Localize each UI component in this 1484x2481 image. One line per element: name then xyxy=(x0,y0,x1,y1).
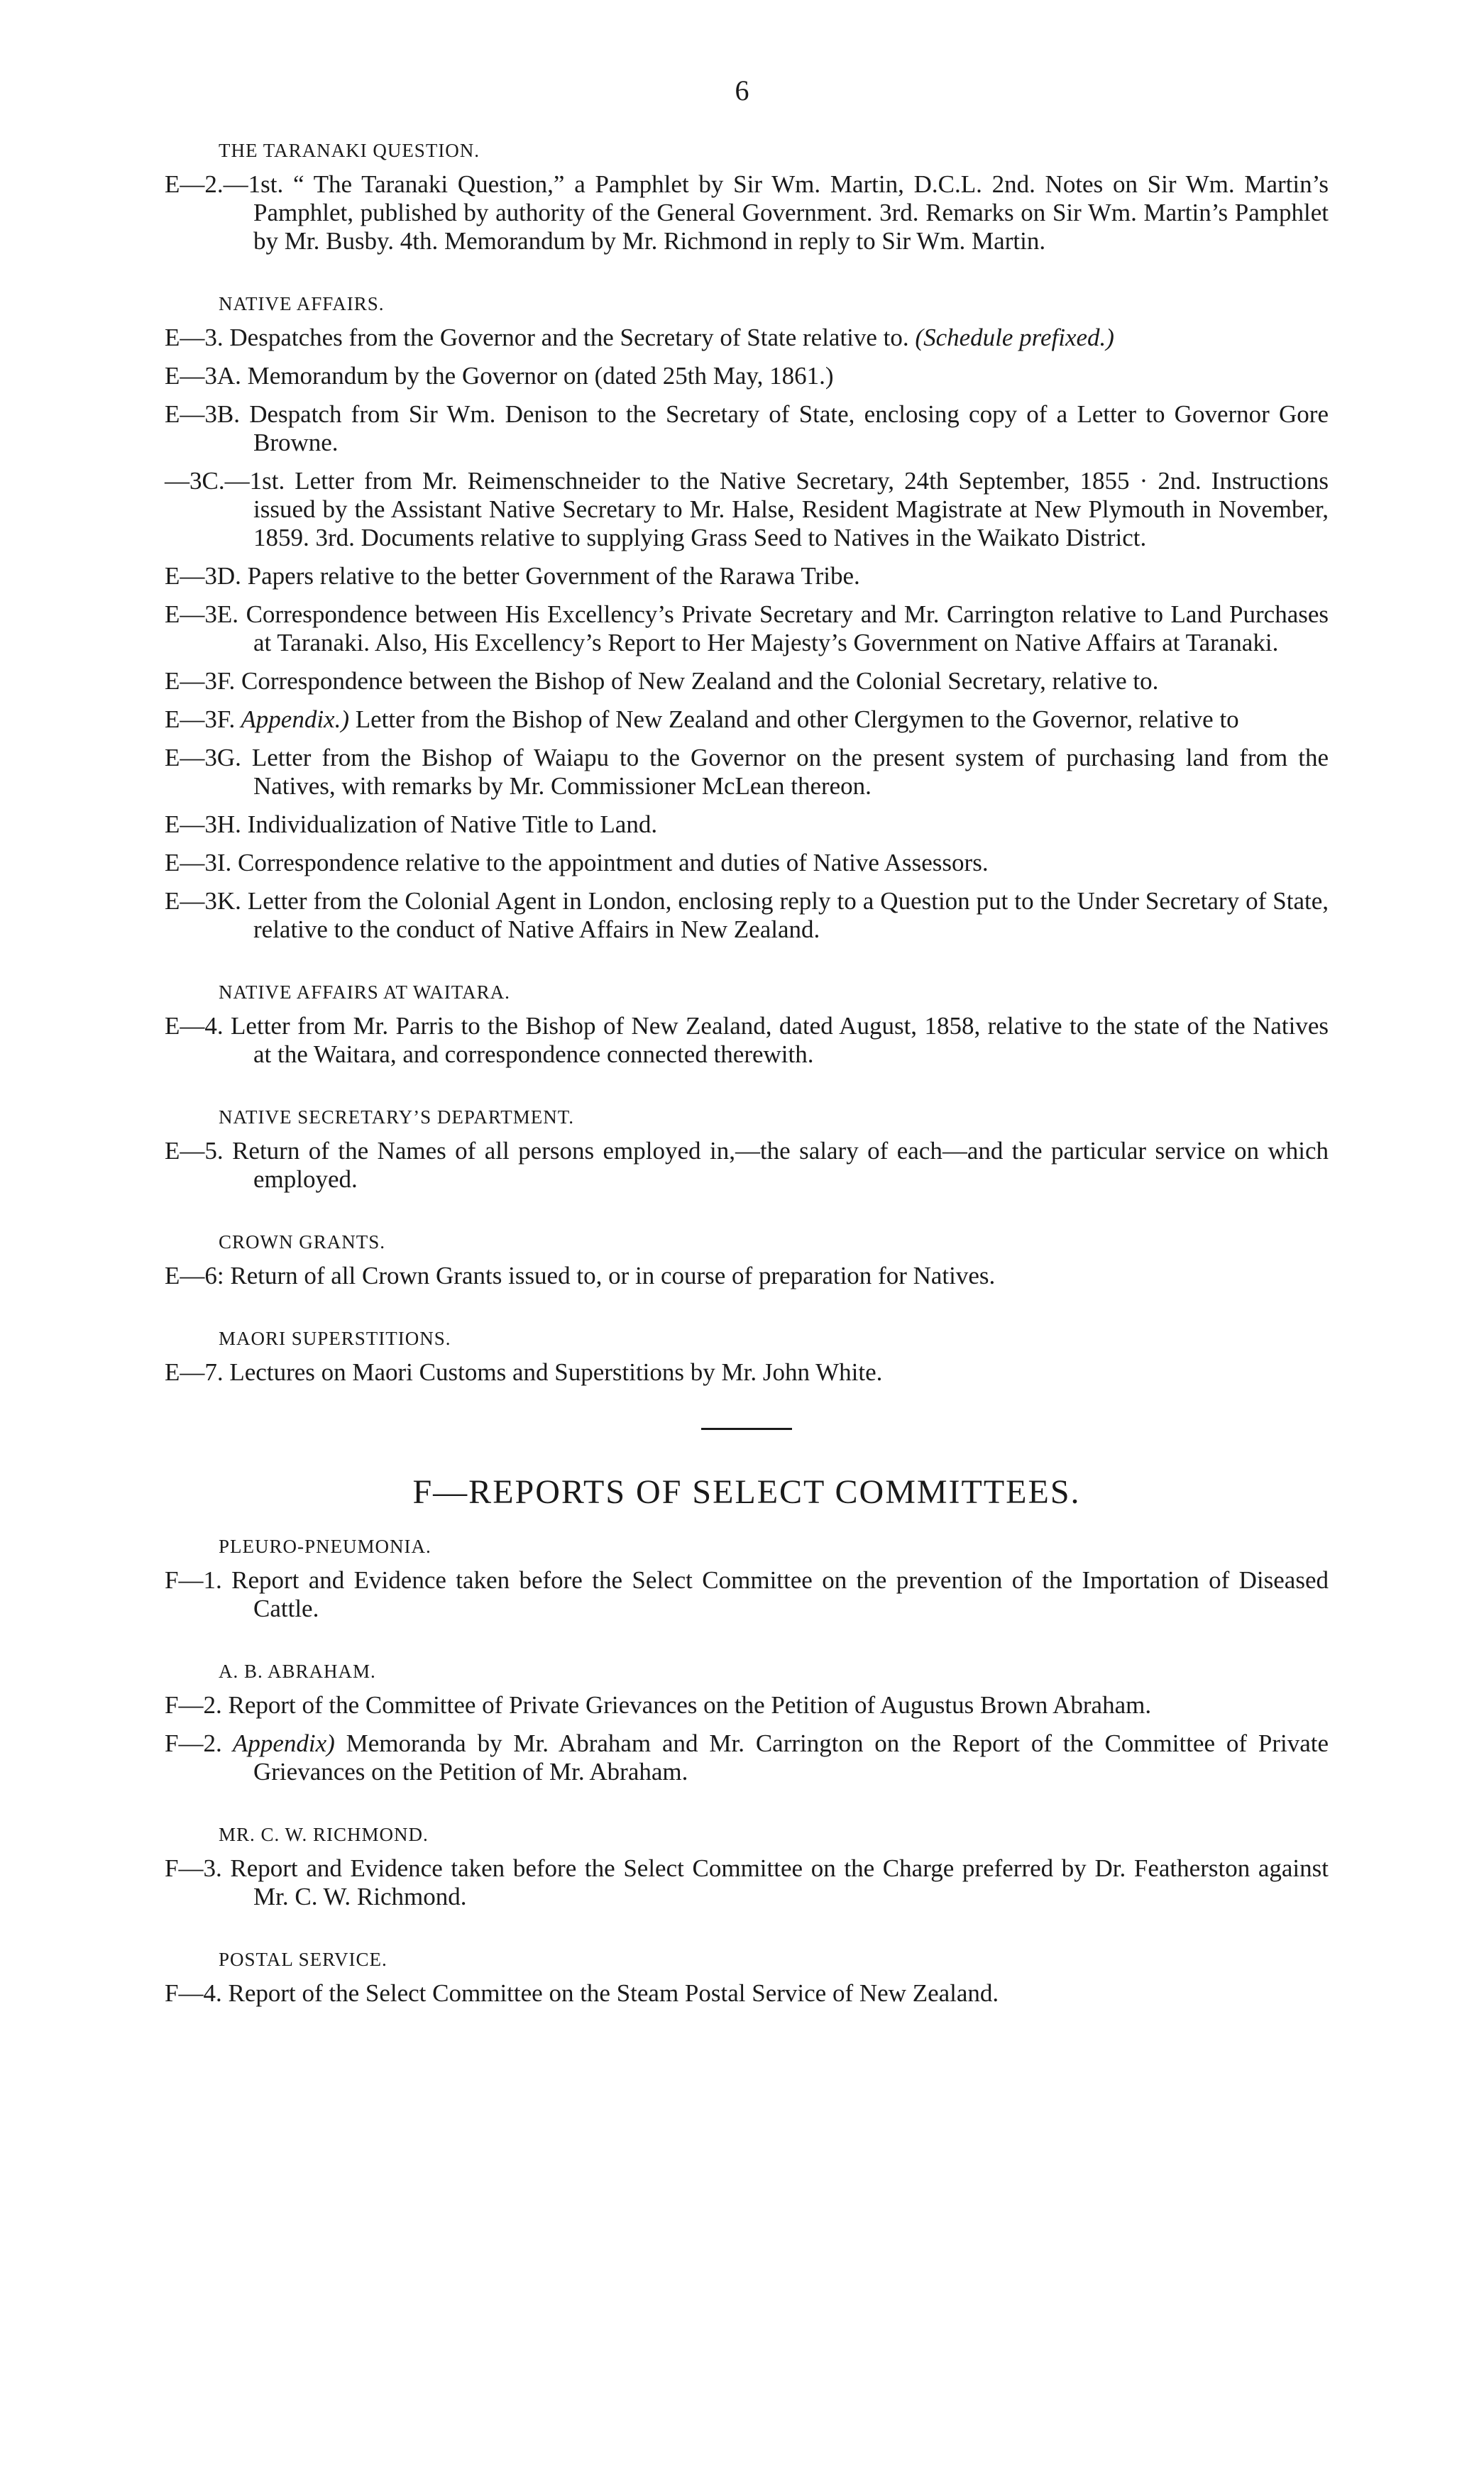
page-number: 6 xyxy=(735,75,749,106)
contents-list xyxy=(165,136,1329,2018)
item-text: Memoranda by Mr. Abraham and Mr. Carrington on the Report of the Committee of Private Grievances on the Petition of Mr. Abraham. xyxy=(253,1729,1329,1786)
spacer xyxy=(165,1796,1329,1820)
section-divider xyxy=(701,1428,792,1430)
item-text: Letter from Mr. Parris to the Bishop of New Zealand, dated August, 1858, relative to the state of the Natives at the Waitara, and correspondence connected therewith. xyxy=(223,1012,1329,1068)
item-code: E—3G. xyxy=(165,744,241,771)
item-text: Papers relative to the better Government of the Rarawa Tribe. xyxy=(241,562,860,590)
item-code: E—3B. xyxy=(165,400,240,428)
spacer xyxy=(165,1079,1329,1103)
group-heading: POSTAL SERVICE. xyxy=(219,1949,388,1970)
group-heading: MR. C. W. RICHMOND. xyxy=(219,1824,429,1845)
item-text: Report and Evidence taken before the Select Committee on the Charge preferred by Dr. Featherston against Mr. C. W. Richmond. xyxy=(221,1854,1329,1910)
list-item xyxy=(165,467,1329,552)
item-text: Return of the Names of all persons employed in,—the salary of each—and the particular service on which employed. xyxy=(223,1137,1329,1193)
item-italic-lead: Appendix.) xyxy=(235,705,349,733)
list-item xyxy=(165,1262,1329,1290)
spacer xyxy=(165,1300,1329,1324)
item-code: E—3D. xyxy=(165,562,241,590)
group-postal-service xyxy=(165,1945,1329,2008)
list-item xyxy=(165,1979,1329,2008)
item-text: Letter from the Colonial Agent in London, enclosing reply to a Question put to the Under Secretary of State, relative to the conduct of Native Affairs in New Zealand. xyxy=(241,887,1329,943)
item-code: E—7. xyxy=(165,1358,224,1386)
item-code: E—3E. xyxy=(165,600,239,628)
group-heading: MAORI SUPERSTITIONS. xyxy=(219,1328,451,1349)
item-code: E—3H. xyxy=(165,810,241,838)
list-item xyxy=(165,1729,1329,1786)
list-item xyxy=(165,810,1329,839)
spacer xyxy=(165,954,1329,978)
item-text: —1st. “ The Taranaki Question,” a Pamphlet by Sir Wm. Martin, D.C.L. 2nd. Notes on Sir Wm. Martin’s Pamphlet, published by authority of the General Government. 3rd. Remarks on Sir Wm. Martin’s Pamphlet by Mr. Busby. 4th. Memorandum by Mr. Richmond in reply to Sir Wm. Martin. xyxy=(223,170,1329,255)
list-item xyxy=(165,1012,1329,1069)
list-item xyxy=(165,362,1329,390)
spacer xyxy=(165,1633,1329,1657)
list-item xyxy=(165,1358,1329,1387)
item-text: Memorandum by the Governor on (dated 25th May, 1861.) xyxy=(241,362,834,390)
item-code: E—3F. xyxy=(165,705,236,733)
item-text: Individualization of Native Title to Land. xyxy=(241,810,658,838)
group-heading: PLEURO-PNEUMONIA. xyxy=(219,1536,432,1557)
item-text: Letter from the Bishop of New Zealand and other Clergymen to the Governor, relative to xyxy=(349,705,1239,733)
item-code: E—3. xyxy=(165,324,224,351)
item-italic-note: (Schedule prefixed.) xyxy=(915,324,1114,351)
item-code: E—4. xyxy=(165,1012,224,1040)
group-crown-grants xyxy=(165,1228,1329,1290)
group-native-affairs xyxy=(165,290,1329,944)
spacer xyxy=(165,265,1329,290)
spacer xyxy=(165,1204,1329,1228)
list-item xyxy=(165,400,1329,457)
item-italic-lead: Appendix) xyxy=(221,1729,335,1757)
list-item xyxy=(165,667,1329,695)
list-item xyxy=(165,887,1329,944)
list-item xyxy=(165,705,1329,734)
item-code: E—5. xyxy=(165,1137,224,1165)
item-text: Correspondence relative to the appointment and duties of Native Assessors. xyxy=(231,849,989,876)
item-text: Despatches from the Governor and the Secretary of State relative to. xyxy=(223,324,909,351)
group-heading: THE TARANAKI QUESTION. xyxy=(219,140,480,161)
item-text: Correspondence between His Excellency’s Private Secretary and Mr. Carrington relative to Land Purchases at Taranaki. Also, His Excellency’s Report to Her Majesty’s Government on Native Affairs at Taranaki. xyxy=(238,600,1329,656)
item-text: Return of all Crown Grants issued to, or in course of preparation for Natives. xyxy=(224,1262,996,1289)
item-code: F—2. xyxy=(165,1691,222,1719)
item-code: E—2. xyxy=(165,170,224,198)
item-code: F—1. xyxy=(165,1566,222,1594)
group-native-affairs-waitara xyxy=(165,978,1329,1069)
item-text: —1st. Letter from Mr. Reimenschneider to the Native Secretary, 24th September, 1855 · 2nd. Instructions issued by the Assistant Native Secretary to Mr. Halse, Resident Magistrate at New Plymouth in November, 1859. 3rd. Documents relative to supplying Grass Seed to Natives in the Waikato District. xyxy=(224,467,1329,551)
item-code: E—3F. xyxy=(165,667,236,695)
list-item xyxy=(165,600,1329,657)
list-item xyxy=(165,170,1329,255)
item-text: Letter from the Bishop of Waiapu to the Governor on the present system of purchasing land from the Natives, with remarks by Mr. Commissioner McLean thereon. xyxy=(241,744,1329,800)
list-item xyxy=(165,1854,1329,1911)
item-text: Lectures on Maori Customs and Superstitions by Mr. John White. xyxy=(223,1358,883,1386)
item-code: F—4. xyxy=(165,1979,222,2007)
item-code: F—2. xyxy=(165,1729,222,1757)
item-code: F—3. xyxy=(165,1854,222,1882)
item-code: E—3I. xyxy=(165,849,232,876)
list-item xyxy=(165,562,1329,590)
spacer xyxy=(165,1921,1329,1945)
group-heading: NATIVE SECRETARY’S DEPARTMENT. xyxy=(219,1106,574,1128)
item-code: E—3A. xyxy=(165,362,241,390)
group-native-secretary xyxy=(165,1103,1329,1194)
group-heading: NATIVE AFFAIRS. xyxy=(219,293,385,314)
list-item xyxy=(165,849,1329,877)
list-item xyxy=(165,1566,1329,1623)
list-item xyxy=(165,324,1329,352)
group-heading: CROWN GRANTS. xyxy=(219,1231,386,1253)
item-text: Correspondence between the Bishop of New Zealand and the Colonial Secretary, relative to. xyxy=(235,667,1159,695)
group-heading: NATIVE AFFAIRS AT WAITARA. xyxy=(219,981,510,1003)
item-code: E—3K. xyxy=(165,887,241,915)
group-richmond xyxy=(165,1820,1329,1911)
group-heading: A. B. ABRAHAM. xyxy=(219,1661,376,1682)
list-item xyxy=(165,744,1329,801)
item-code: E—6: xyxy=(165,1262,224,1289)
group-taranaki-question xyxy=(165,136,1329,255)
item-text: Report of the Select Committee on the Steam Postal Service of New Zealand. xyxy=(221,1979,999,2007)
item-code: —3C. xyxy=(165,467,225,495)
group-maori-superstitions xyxy=(165,1324,1329,1387)
group-pleuro-pneumonia xyxy=(165,1532,1329,1623)
list-item xyxy=(165,1691,1329,1720)
section-title: F—REPORTS OF SELECT COMMITTEES. xyxy=(412,1473,1081,1511)
list-item xyxy=(165,1137,1329,1194)
item-text: Despatch from Sir Wm. Denison to the Secretary of State, enclosing copy of a Letter to Governor Gore Browne. xyxy=(239,400,1329,456)
item-text: Report of the Committee of Private Grievances on the Petition of Augustus Brown Abraham. xyxy=(221,1691,1152,1719)
group-abraham xyxy=(165,1657,1329,1786)
item-text: Report and Evidence taken before the Select Committee on the prevention of the Importation of Diseased Cattle. xyxy=(221,1566,1329,1622)
